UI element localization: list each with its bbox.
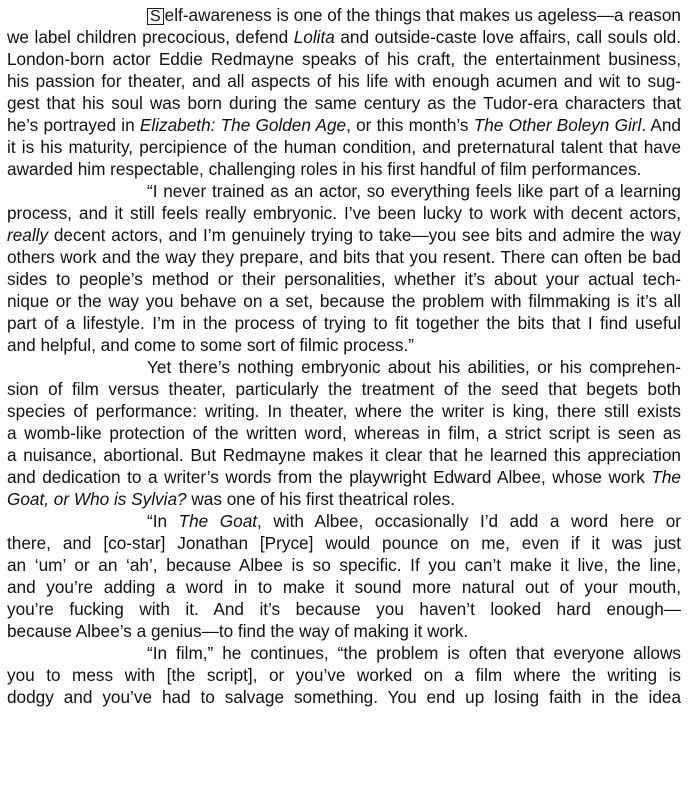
text-line: species of performance: writing. In theater, where the writer is king, there still exists xyxy=(7,401,681,421)
text-line: and dedication to a writer’s words from the playwright Edward Albee, whose work The xyxy=(7,467,681,487)
text-line: and helpful, and come to some sort of filmic process.” xyxy=(7,335,414,355)
text-line: a womb-like protection of the written word, whereas in film, a strict script is seen as xyxy=(7,423,681,443)
text-line: “In The Goat, with Albee, occasionally I’d add a word here or xyxy=(147,511,681,531)
text-line: we label children precocious, defend Lolita and outside-caste love affairs, call souls old. xyxy=(7,27,681,47)
text-line: “I never trained as an actor, so everything feels like part of a learning xyxy=(147,181,681,201)
text-line: because Albee’s a genius—to find the way of making it work. xyxy=(7,621,469,641)
text-line: there, and [co-star] Jonathan [Pryce] would pounce on me, even if it was just xyxy=(7,533,681,553)
text-line: Yet there’s nothing embryonic about his abilities, or his comprehen- xyxy=(147,357,681,377)
text-line: part of a lifestyle. I’m in the process of trying to fit together the bits that I find useful xyxy=(7,313,681,333)
text-line: you to mess with [the script], or you’ve worked on a film where the writing is xyxy=(7,665,681,685)
drop-letter: S xyxy=(147,8,164,25)
text-line: gest that his soul was born during the same century as the Tudor-era characters that xyxy=(7,93,681,113)
text-line: a nuisance, abortional. But Redmayne makes it clear that he learned this appreciation xyxy=(7,445,681,465)
text-line: London-born actor Eddie Redmayne speaks of his craft, the entertainment business, xyxy=(7,49,681,69)
text-line: dodgy and you’ve had to salvage something. You end up losing faith in the idea xyxy=(7,687,681,707)
text-line: awarded him respectable, challenging roles in his first handful of film performances. xyxy=(7,159,642,179)
text-line: it is his maturity, percipience of the human condition, and preternatural talent that have xyxy=(7,137,681,157)
text-line: he’s portrayed in Elizabeth: The Golden Age, or this month’s The Other Boleyn Girl. And xyxy=(7,115,681,135)
text-line: an ‘um’ or an ‘ah’, because Albee is so specific. If you can’t make it live, the line, xyxy=(7,555,681,575)
text-line: really decent actors, and I’m genuinely trying to take—you see bits and admire the way xyxy=(7,225,681,245)
text-line: you’re fucking with it. And it’s because you haven’t looked hard enough— xyxy=(7,599,681,619)
text-line: and you’re adding a word in to make it sound more natural out of your mouth, xyxy=(7,577,681,597)
text-line: sides to people’s method or their personalities, whether it’s about your actual tech- xyxy=(7,269,681,289)
text-line: his passion for theater, and all aspects of his life with enough acumen and wit to sug- xyxy=(7,71,681,91)
text-line: Goat, or Who is Sylvia? was one of his first theatrical roles. xyxy=(7,489,456,509)
text-line: others work and the way they prepare, and bits that you resent. There can often be bad xyxy=(7,247,681,267)
text-line: “In film,” he continues, “the problem is often that everyone allows xyxy=(147,643,681,663)
text-line: S elf-awareness is one of the things that makes us ageless—a reason xyxy=(147,4,681,26)
text-line: process, and it still feels really embryonic. I’ve been lucky to work with decent actors, xyxy=(7,203,681,223)
text-line: sion of film versus theater, particularly the treatment of the seed that begets both xyxy=(7,379,681,399)
text-line: nique or the way you behave on a set, because the problem with filmmaking is it’s all xyxy=(7,291,681,311)
